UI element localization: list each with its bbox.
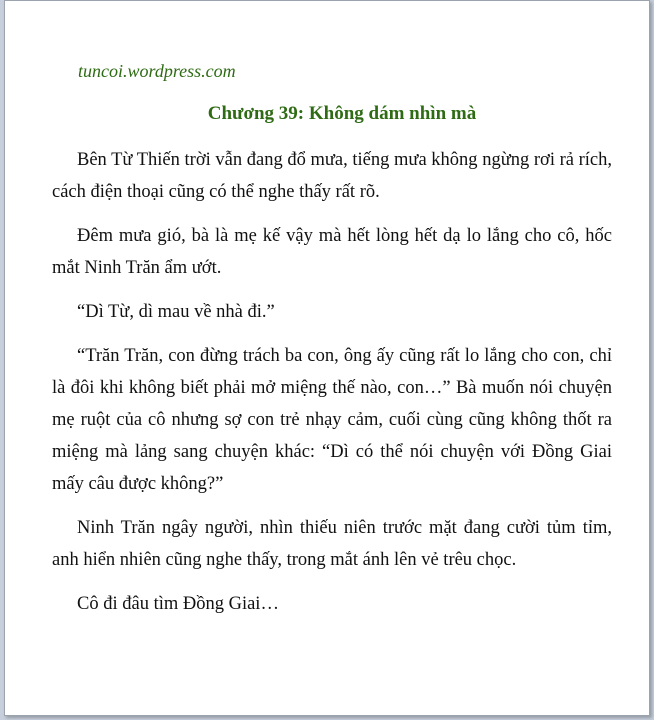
paragraph: Bên Từ Thiến trời vẫn đang đổ mưa, tiếng mưa không ngừng rơi rả rích, cách điện thoại cũng có thể nghe thấy rất rõ. xyxy=(52,150,612,202)
paragraph: Ninh Trăn ngây người, nhìn thiếu niên trước mặt đang cười tủm tỉm, anh hiển nhiên cũng nghe thấy, trong mắt ánh lên vẻ trêu chọc. xyxy=(52,518,612,570)
chapter-title: Chương 39: Không dám nhìn mà xyxy=(207,103,477,124)
paragraph: Cô đi đâu tìm Đồng Giai… xyxy=(77,594,279,614)
site-header: tuncoi.wordpress.com xyxy=(78,61,236,81)
paragraph: Đêm mưa gió, bà là mẹ kế vậy mà hết lòng hết dạ lo lắng cho cô, hốc mắt Ninh Trăn ẩm ướt. xyxy=(52,226,612,278)
document-page xyxy=(4,0,650,716)
paragraph: “Trăn Trăn, con đừng trách ba con, ông ấy cũng rất lo lắng cho con, chỉ là đôi khi không biết phải mở miệng thế nào, con…” Bà muốn nói chuyện mẹ ruột của cô nhưng sợ con trẻ nhạy cảm, cuối cùng cũng không thốt ra miệng mà lảng sang chuyện khác: “Dì có thể nói chuyện với Đồng Giai mấy câu được không?” xyxy=(52,346,612,494)
chapter-body xyxy=(52,144,612,632)
paragraph: “Dì Từ, dì mau về nhà đi.” xyxy=(77,302,275,322)
